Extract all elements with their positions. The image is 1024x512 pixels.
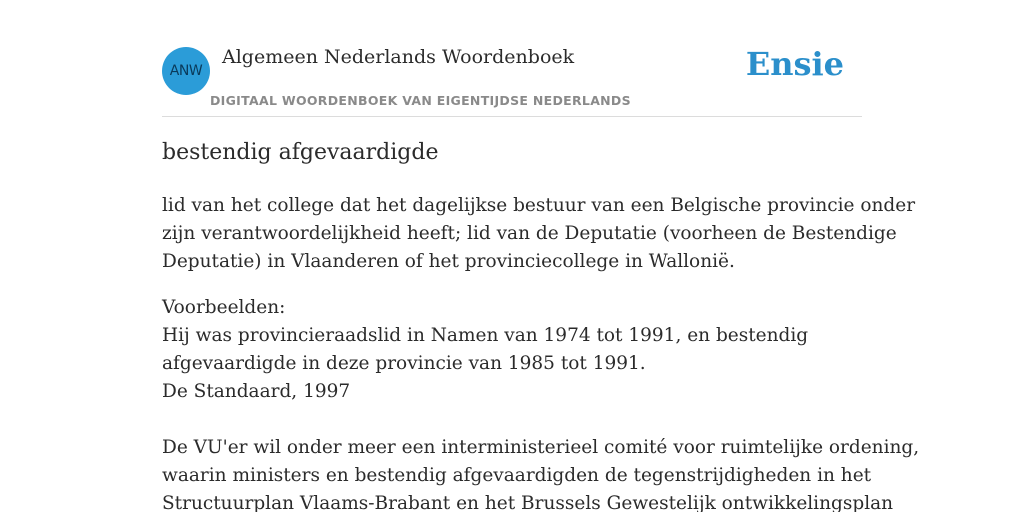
entry-title: bestendig afgevaardigde — [162, 140, 439, 165]
dictionary-subtitle: DIGITAAL WOORDENBOEK VAN EIGENTIJDSE NEDERLANDS — [210, 93, 631, 108]
example-line: De VU'er wil onder meer een interministerieel comité voor ruimtelijke ordening, — [162, 437, 920, 458]
anw-logo[interactable]: ANW — [162, 47, 210, 95]
definition-line: Deputatie) in Vlaanderen of het provinciecollege in Wallonië. — [162, 251, 735, 272]
content — [162, 0, 920, 512]
example-spacer — [162, 406, 862, 434]
examples-heading: Voorbeelden: — [162, 297, 286, 318]
example-source: De Standaard, 1997 — [162, 381, 351, 402]
definition-line: zijn verantwoordelijkheid heeft; lid van de Deputatie (voorheen de Bestendige — [162, 223, 897, 244]
example-line: Structuurplan Vlaams-Brabant en het Brussels Gewestelijk ontwikkelingsplan — [162, 493, 894, 512]
example-line: afgevaardigde in deze provincie van 1985 tot 1991. — [162, 353, 646, 374]
entry-definition — [162, 192, 916, 276]
dictionary-title[interactable]: Algemeen Nederlands Woordenboek — [222, 46, 575, 68]
ensie-logo[interactable]: Ensie — [745, 45, 844, 83]
site-header — [162, 0, 862, 117]
example-line: Hij was provincieraadslid in Namen van 1974 tot 1991, en bestendig — [162, 325, 809, 346]
definition-line: lid van het college dat het dagelijkse bestuur van een Belgische provincie onder — [162, 195, 916, 216]
examples-section — [162, 294, 920, 512]
example-line: waarin ministers en bestendig afgevaardigden de tegenstrijdigheden in het — [162, 465, 872, 486]
